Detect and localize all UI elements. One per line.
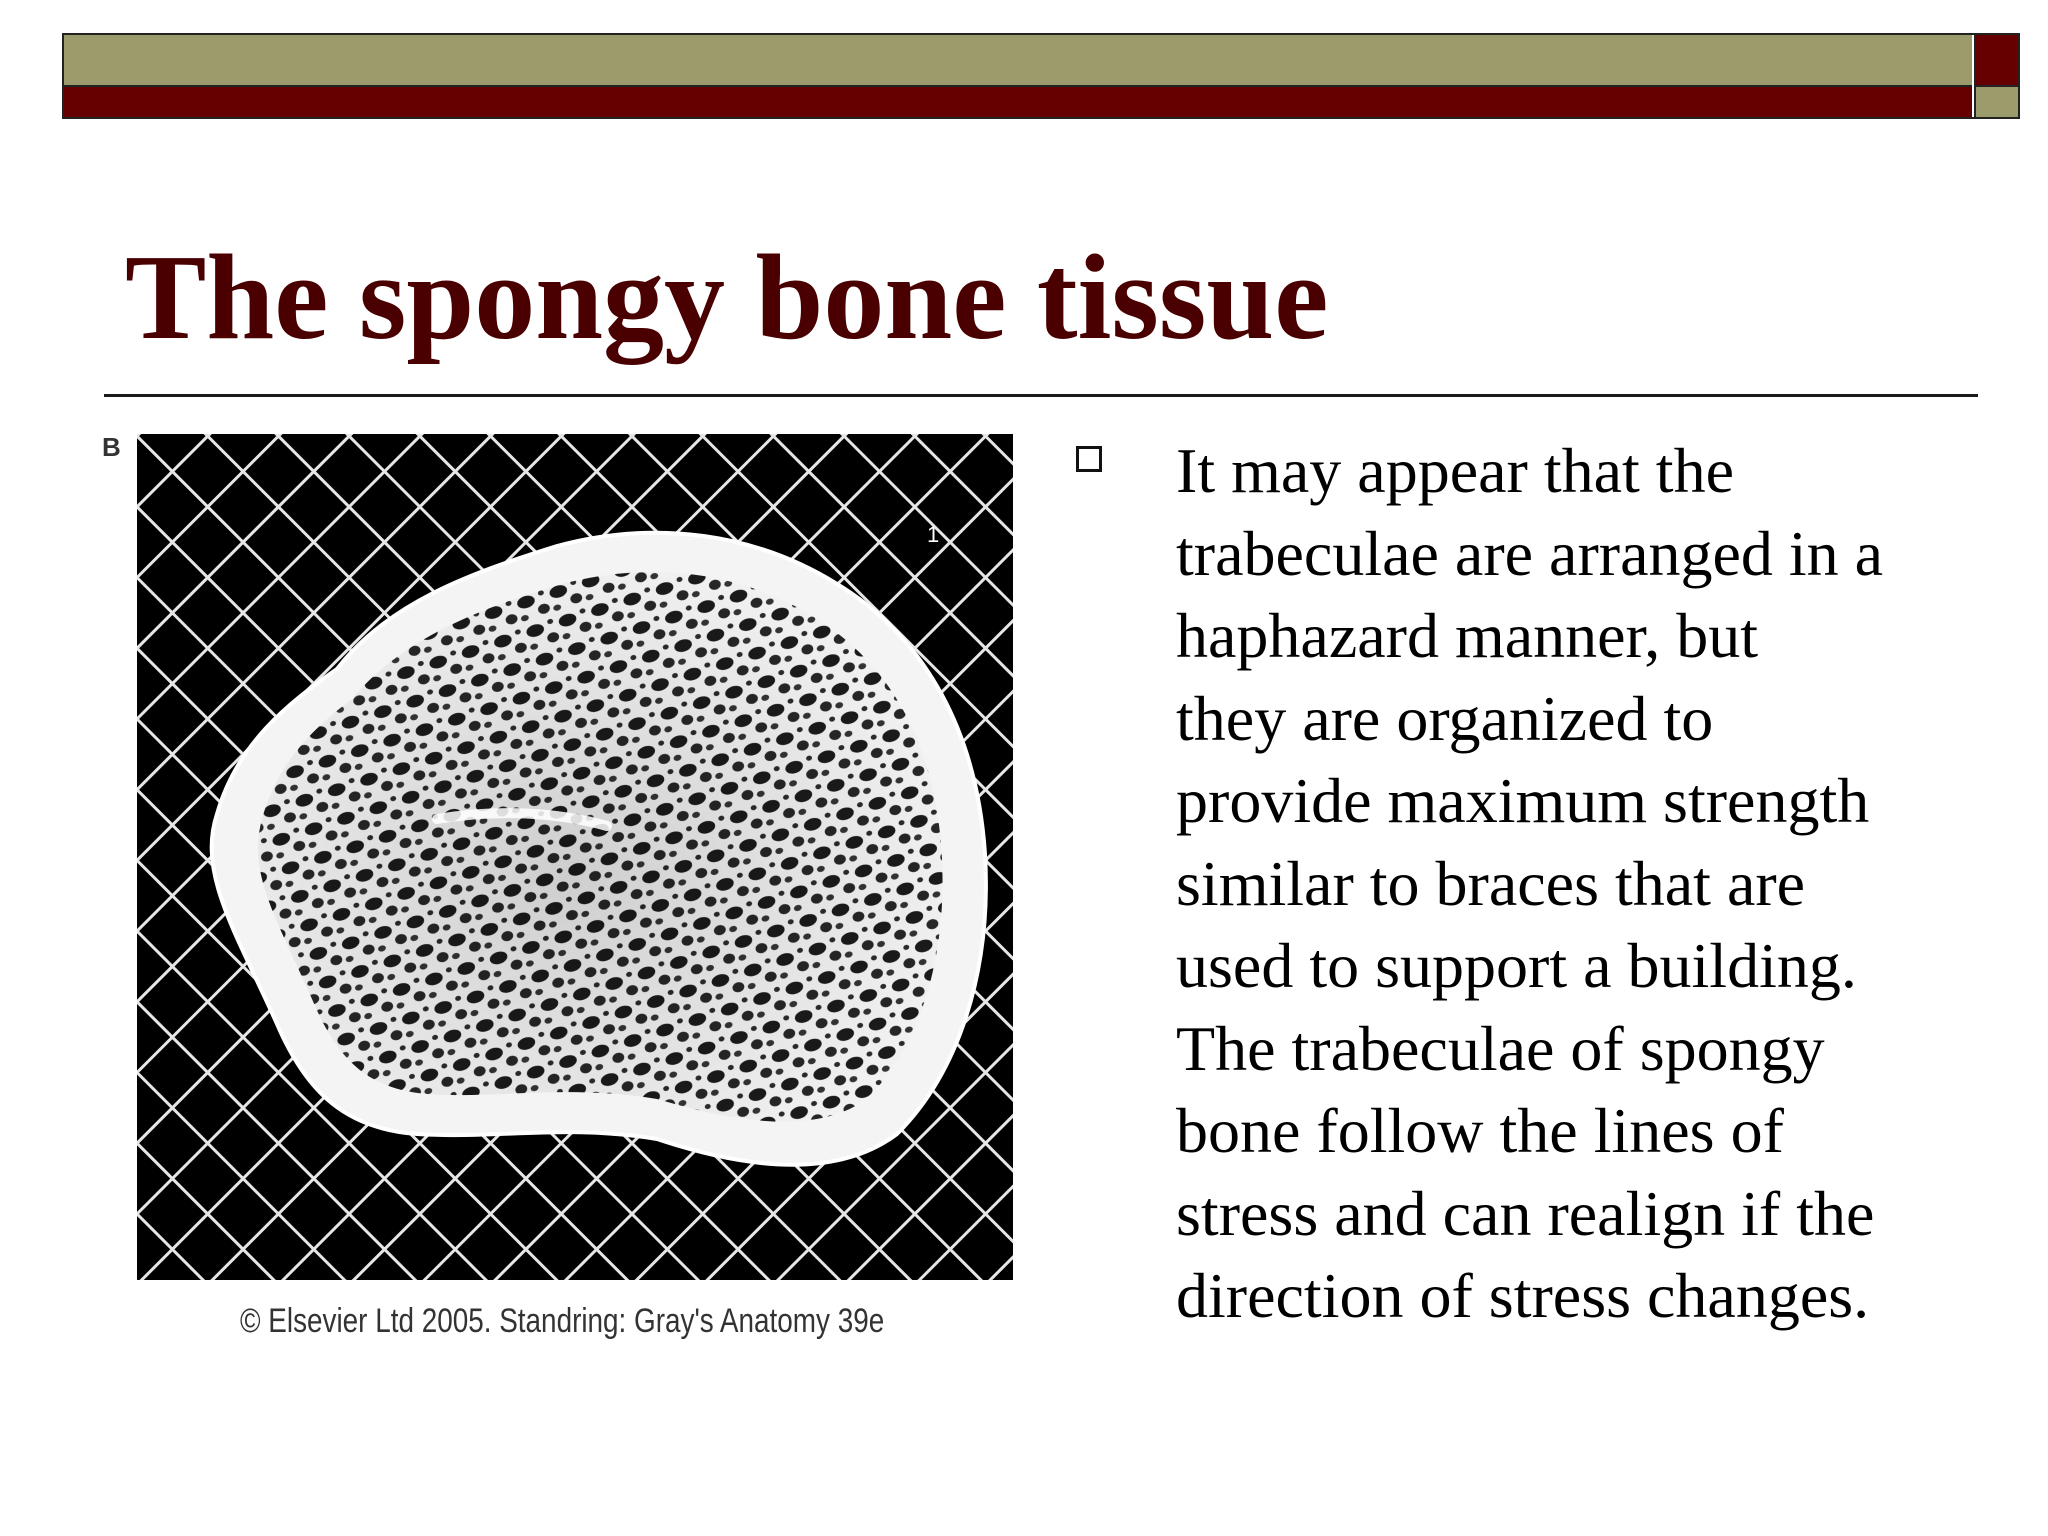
banner-corner-square-top [1974, 35, 2018, 87]
spongy-bone-photo [137, 434, 1013, 1280]
slide-title: The spongy bone tissue [125, 230, 1329, 365]
bullet-line: trabeculae are arranged in a [1176, 517, 1884, 589]
spongy-bone-illustration [137, 434, 1013, 1280]
banner-maroon-band [64, 87, 1972, 117]
bullet-line: bone follow the lines of [1176, 1095, 1784, 1166]
title-divider [104, 394, 1978, 397]
bullet-line: haphazard manner, but [1176, 600, 1759, 671]
figure-panel-label: B [102, 432, 121, 462]
bullet-line: used to support a building. [1176, 930, 1857, 1001]
bullet-line: similar to braces that are [1176, 847, 1806, 919]
hollow-square-bullet-icon [1076, 446, 1102, 472]
bullet-line: It may appear that the [1176, 435, 1734, 506]
figure-corner-mark: 1 [927, 522, 940, 547]
bullet-line: they are organized to [1176, 682, 1714, 754]
bullet-line: The trabeculae of spongy [1176, 1012, 1825, 1084]
bullet-line: provide maximum strength [1176, 765, 1870, 836]
banner-corner-square-bottom [1974, 87, 2018, 117]
figure-caption: © Elsevier Ltd 2005. Standring: Gray's Anatomy 39e [240, 1302, 885, 1340]
bullet-line: stress and can realign if the [1176, 1177, 1875, 1249]
banner-olive-band [64, 35, 1972, 87]
bullet-line: direction of stress changes. [1176, 1260, 1870, 1331]
bullet-paragraph [1176, 430, 1996, 1338]
top-banner [62, 33, 2020, 119]
